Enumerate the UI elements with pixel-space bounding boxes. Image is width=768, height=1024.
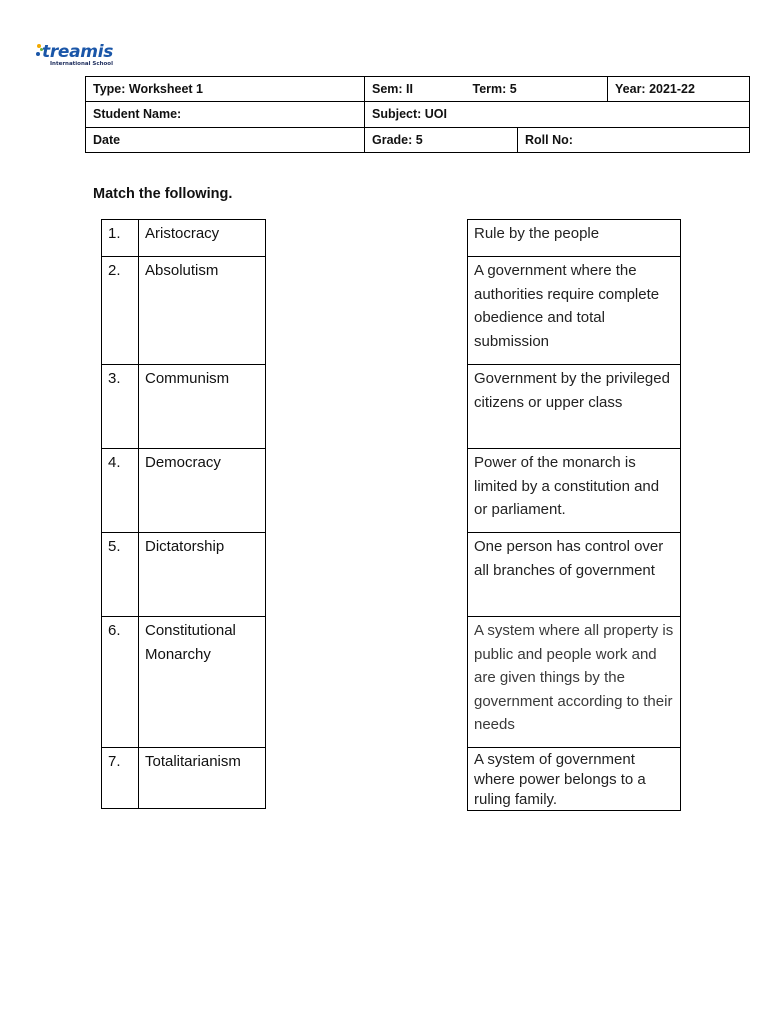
definition-row	[468, 617, 681, 748]
terms-table	[101, 219, 266, 809]
instruction-heading: Match the following.	[93, 186, 233, 202]
term-row	[102, 257, 266, 365]
term-row	[102, 533, 266, 617]
definition-row	[468, 533, 681, 617]
match-exercise	[101, 219, 681, 809]
worksheet-type: Type: Worksheet 1	[86, 77, 365, 102]
info-row	[86, 102, 750, 127]
definition-text: One person has control over all branches of government	[468, 533, 681, 617]
term-row	[102, 617, 266, 748]
term-label: Absolutism	[139, 257, 266, 365]
definition-row	[468, 365, 681, 449]
item-number: 7.	[102, 748, 139, 809]
logo-subtitle: International School	[50, 61, 113, 67]
terms-column	[101, 219, 266, 809]
definition-text: A government where the authorities require complete obedience and total submission	[468, 257, 681, 365]
definition-row	[468, 257, 681, 365]
term-label: Communism	[139, 365, 266, 449]
item-number: 3.	[102, 365, 139, 449]
definition-row	[468, 220, 681, 257]
term-label: Dictatorship	[139, 533, 266, 617]
term-row	[102, 748, 266, 809]
term-label: Totalitarianism	[139, 748, 266, 809]
term-label: Aristocracy	[139, 220, 266, 257]
semester: Sem: II	[365, 77, 466, 102]
definition-text: A system of government where power belongs to a ruling family.	[468, 748, 681, 811]
roll-no-field[interactable]: Roll No:	[518, 127, 750, 152]
info-row	[86, 127, 750, 152]
subject: Subject: UOI	[365, 102, 750, 127]
item-number: 4.	[102, 449, 139, 533]
term-row	[102, 220, 266, 257]
term: Term: 5	[466, 77, 608, 102]
date-field[interactable]: Date	[86, 127, 365, 152]
item-number: 6.	[102, 617, 139, 748]
grade: Grade: 5	[365, 127, 518, 152]
definitions-column	[467, 219, 681, 811]
term-label: Constitutional Monarchy	[139, 617, 266, 748]
worksheet-info-table	[85, 76, 750, 153]
student-name-field[interactable]: Student Name:	[86, 102, 365, 127]
definition-text: A system where all property is public and people work and are given things by the government according to their needs	[468, 617, 681, 748]
term-row	[102, 449, 266, 533]
definition-text: Power of the monarch is limited by a constitution and or parliament.	[468, 449, 681, 533]
school-logo	[36, 42, 116, 72]
item-number: 1.	[102, 220, 139, 257]
term-label: Democracy	[139, 449, 266, 533]
definition-row	[468, 449, 681, 533]
definition-text: Rule by the people	[468, 220, 681, 257]
definition-text: Government by the privileged citizens or upper class	[468, 365, 681, 449]
info-row	[86, 77, 750, 102]
item-number: 5.	[102, 533, 139, 617]
definition-row	[468, 748, 681, 811]
item-number: 2.	[102, 257, 139, 365]
logo-wordmark: treamis	[42, 42, 114, 62]
term-row	[102, 365, 266, 449]
academic-year: Year: 2021-22	[608, 77, 750, 102]
definitions-table	[467, 219, 681, 811]
